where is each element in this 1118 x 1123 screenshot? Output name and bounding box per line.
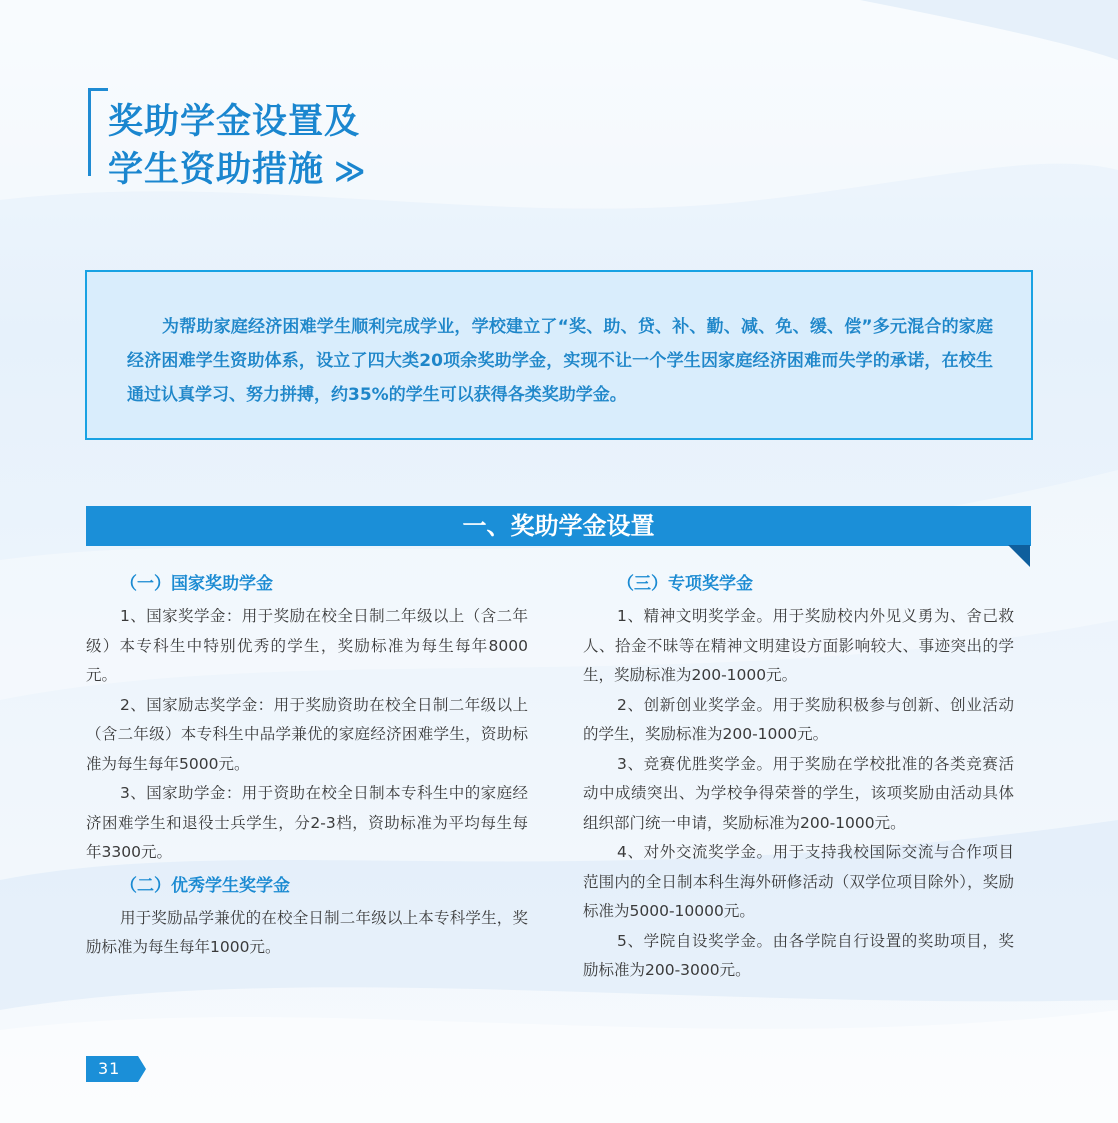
section-heading-bar (86, 506, 1031, 546)
intro-text: 为帮助家庭经济困难学生顺利完成学业，学校建立了“奖、助、贷、补、勤、减、免、缓、偿”多元混合的家庭经济困难学生资助体系，设立了四大类20项余奖助学金，实现不让一个学生因家庭经济困难而失学的承诺，在校生通过认真学习、努力拼搏，约35%的学生可以获得各类奖助学金。 (127, 317, 993, 405)
paragraph-national-encouragement: 2、国家励志奖学金：用于奖励资助在校全日制二年级以上（含二年级）本专科生中品学兼优的家庭经济困难学生，资助标准为每生每年5000元。 (86, 695, 528, 773)
page-title (108, 98, 366, 196)
right-column (583, 572, 1014, 986)
paragraph-national-grant: 3、国家助学金：用于资助在校全日制本专科生中的家庭经济困难学生和退役士兵学生，分2-3档，资助标准为平均每生每年3300元。 (86, 784, 528, 861)
page-number: 31 (86, 1056, 138, 1082)
paragraph-spiritual-civilization: 1、精神文明奖学金。用于奖励校内外见义勇为、舍己救人、拾金不昧等在精神文明建设方面影响较大、事迹突出的学生，奖励标准为200-1000元。 (583, 607, 1014, 684)
paragraph-college-scholarship: 5、学院自设奖学金。由各学院自行设置的奖助项目，奖励标准为200-3000元。 (583, 931, 1014, 979)
paragraph-international-exchange: 4、对外交流奖学金。用于支持我校国际交流与合作项目范围内的全日制本科生海外研修活动（双学位项目除外），奖励标准为5000-10000元。 (583, 843, 1014, 920)
subheading-excellent-student: （二）优秀学生奖学金 (120, 875, 290, 896)
subheading-special-scholarships: （三）专项奖学金 (617, 574, 753, 594)
paragraph-national-scholarship: 1、国家奖学金：用于奖励在校全日制二年级以上（含二年级）本专科生中特别优秀的学生，奖励标准为每生每年8000元。 (86, 607, 528, 684)
subheading-national-scholarships: （一）国家奖助学金 (120, 574, 273, 594)
title-bracket (88, 88, 108, 176)
intro-box (85, 270, 1033, 440)
paragraph-innovation-entrepreneurship: 2、创新创业奖学金。用于奖励积极参与创新、创业活动的学生，奖励标准为200-1000元。 (583, 695, 1014, 743)
page-title-line2 (108, 146, 366, 196)
double-chevron-right-icon: ≫ (334, 154, 367, 189)
page-title-line1: 奖助学金设置及 (108, 102, 361, 142)
section-title: 一、奖助学金设置 (462, 512, 655, 540)
page-number-arrow (138, 1056, 146, 1082)
section-bar-fold (1008, 545, 1030, 567)
paragraph-excellent-student: 用于奖励品学兼优的在校全日制二年级以上本专科学生，奖励标准为每生每年1000元。 (86, 908, 528, 956)
paragraph-competition: 3、竞赛优胜奖学金。用于奖励在学校批准的各类竞赛活动中成绩突出、为学校争得荣誉的学生，该项奖励由活动具体组织部门统一申请，奖励标准为200-1000元。 (583, 754, 1014, 832)
page-title-line2-text: 学生资助措施 (108, 150, 325, 190)
left-column (86, 572, 528, 963)
